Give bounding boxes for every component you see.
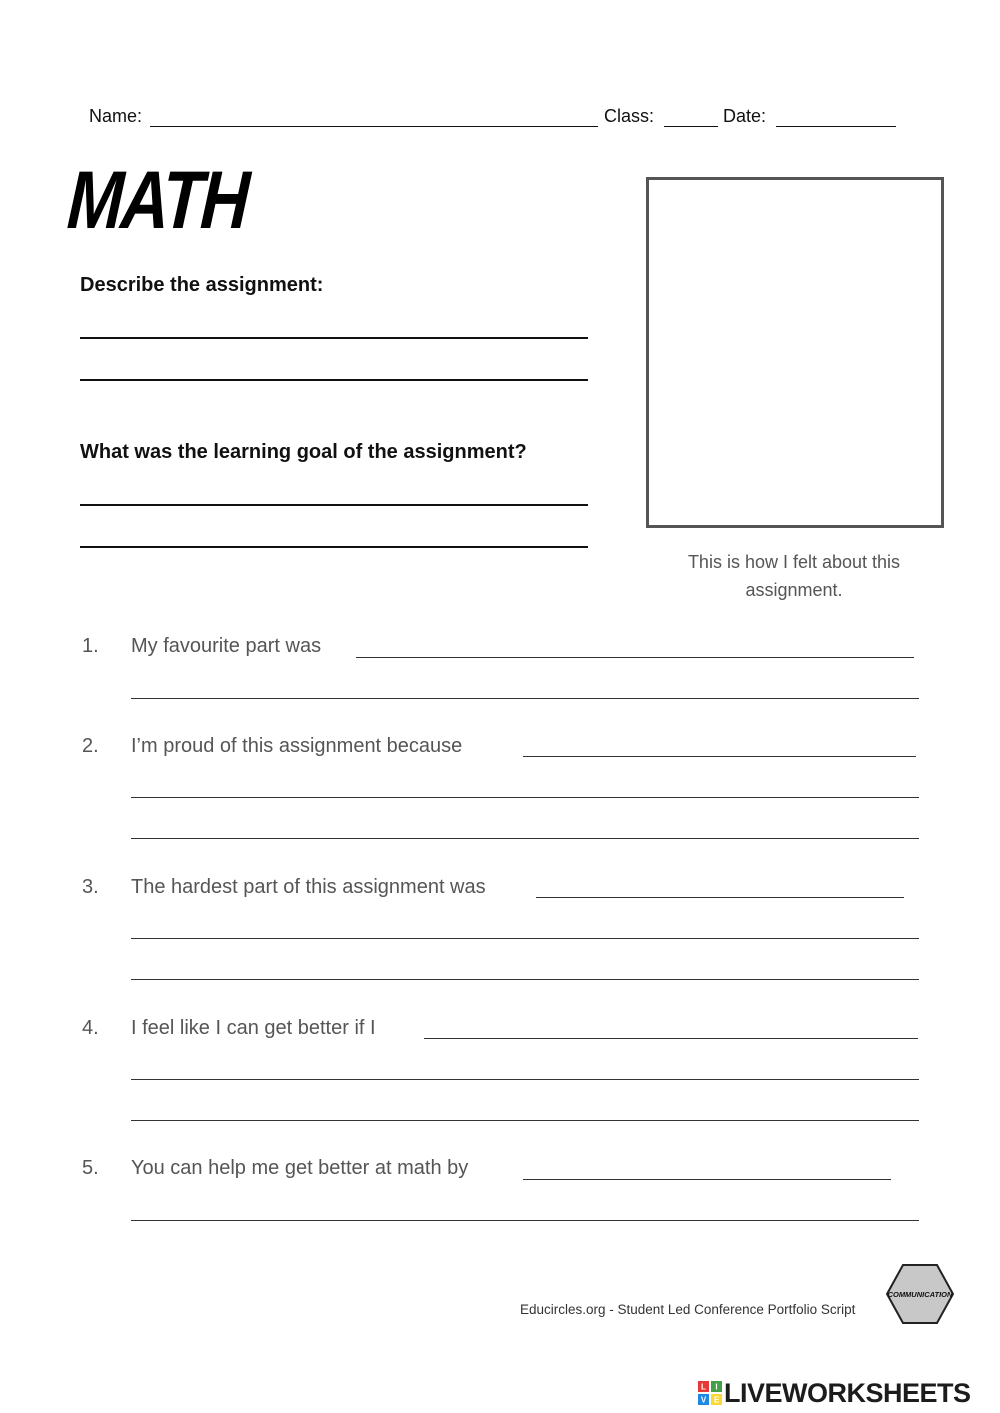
answer-1-line-2[interactable] [131,698,919,699]
svg-text:V: V [700,1395,707,1405]
prompt-text-1: My favourite part was [131,635,322,657]
feelings-drawing-box[interactable] [646,177,944,528]
answer-5-line-1[interactable] [523,1179,891,1180]
class-label: Class: [604,106,655,126]
live-logo-icon [698,1381,722,1405]
answer-3-line-1[interactable] [536,897,904,898]
class-field[interactable] [664,126,718,127]
prompt-text-2: I’m proud of this assignment because [131,735,463,757]
answer-3-line-2[interactable] [131,938,919,939]
svg-text:E: E [713,1395,720,1405]
name-field[interactable] [150,126,598,127]
prompt-number-5: 5. [82,1157,99,1179]
answer-4-line-1[interactable] [424,1038,918,1039]
date-field[interactable] [776,126,896,127]
describe-line-2[interactable] [80,379,588,381]
answer-2-line-1[interactable] [523,756,916,757]
liveworksheets-logo [698,1378,971,1408]
date-label: Date: [723,106,767,126]
prompt-text-5: You can help me get better at math by [131,1157,469,1179]
prompt-number-3: 3. [82,876,99,898]
goal-line-1[interactable] [80,504,588,506]
describe-line-1[interactable] [80,337,588,339]
svg-text:I: I [715,1382,718,1392]
answer-5-line-2[interactable] [131,1220,919,1221]
answer-2-line-3[interactable] [131,838,919,839]
answer-3-line-3[interactable] [131,979,919,980]
page-title: MATH [65,155,250,246]
communication-badge-icon [886,1264,954,1324]
prompt-text-4: I feel like I can get better if I [131,1017,376,1039]
photo-caption: This is how I felt about this assignment. [687,552,901,600]
answer-2-line-2[interactable] [131,797,919,798]
describe-heading: Describe the assignment: [80,274,324,296]
prompt-number-2: 2. [82,735,99,757]
answer-4-line-3[interactable] [131,1120,919,1121]
footer-credit: Educircles.org - Student Led Conference Portfolio Script [520,1302,856,1317]
answer-4-line-2[interactable] [131,1079,919,1080]
badge-label: COMMUNICATION [887,1290,953,1299]
goal-line-2[interactable] [80,546,588,548]
prompt-number-4: 4. [82,1017,99,1039]
answer-1-line-1[interactable] [356,657,914,658]
goal-heading: What was the learning goal of the assignment? [80,441,527,463]
prompt-text-3: The hardest part of this assignment was [131,876,486,898]
name-label: Name: [89,106,143,126]
liveworksheets-wordmark: LIVEWORKSHEETS [724,1377,971,1408]
prompt-number-1: 1. [82,635,99,657]
svg-text:L: L [701,1382,706,1392]
